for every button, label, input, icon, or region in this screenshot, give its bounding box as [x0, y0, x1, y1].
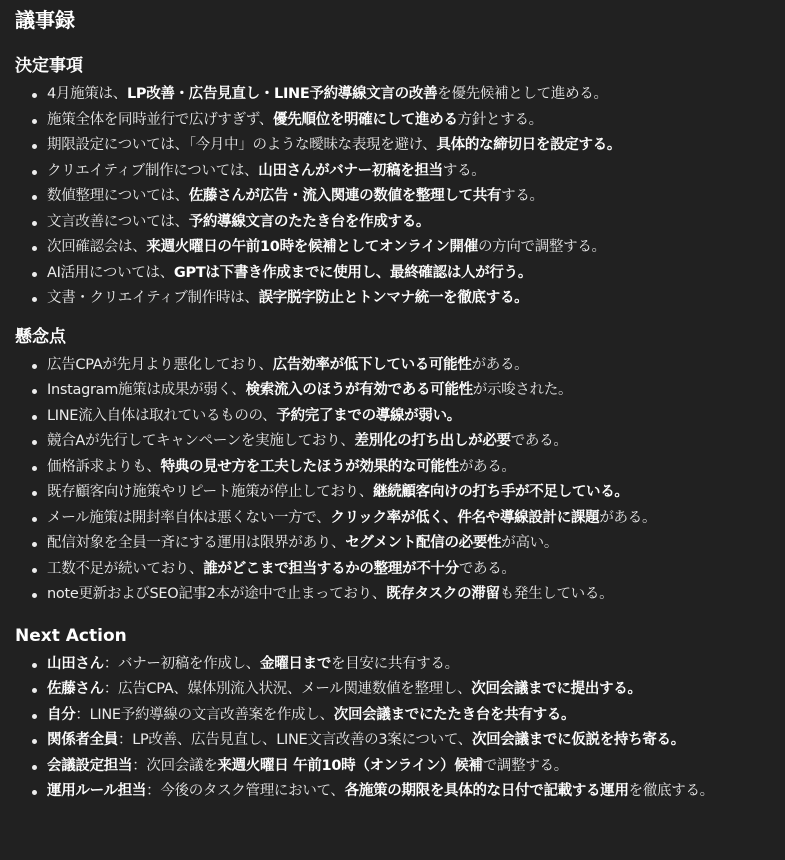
list-item — [47, 353, 771, 379]
text: 価格訴求よりも、 — [47, 458, 161, 475]
emphasized-text: 自分 — [47, 706, 76, 723]
text: 広告CPAが先月より悪化しており、 — [47, 356, 273, 373]
emphasized-text: 山田さん — [47, 655, 104, 672]
text: を徹底する。 — [628, 783, 714, 799]
text: も発生している。 — [499, 586, 614, 602]
text: する。 — [442, 162, 486, 179]
text: である。 — [458, 560, 516, 577]
text: 既存顧客向け施策やリピート施策が停止しており、 — [47, 484, 374, 500]
list-item — [47, 677, 771, 703]
next-actions-list — [15, 652, 771, 805]
text: Instagram施策は成果が弱く、 — [47, 382, 246, 398]
list-item — [47, 286, 771, 312]
text: である。 — [510, 433, 568, 449]
list-item — [47, 582, 771, 608]
list-item — [47, 261, 771, 287]
section-concerns — [15, 325, 771, 608]
text: note更新およびSEO記事2本が途中で止まっており、 — [47, 586, 387, 602]
list-item — [47, 506, 771, 532]
concerns-list — [15, 353, 771, 608]
section-decisions — [15, 54, 771, 312]
list-item — [47, 703, 771, 729]
list-item — [47, 779, 771, 805]
list-item — [47, 404, 771, 430]
list-item — [47, 429, 771, 455]
text: 方針とする。 — [457, 111, 543, 128]
decisions-list — [15, 82, 771, 312]
emphasized-text: GPTは下書き作成までに使用し、最終確認は人が行う。 — [173, 264, 533, 281]
text: 数値整理については、 — [47, 188, 189, 204]
emphasized-text: 具体的な締切日を設定する。 — [436, 137, 622, 153]
list-item — [47, 133, 771, 159]
text: で調整する。 — [482, 757, 568, 774]
text: AI活用については、 — [47, 264, 174, 281]
text: ：LINE予約導線の文言改善案を作成し、 — [75, 706, 334, 723]
list-item — [47, 378, 771, 404]
text: がある。 — [458, 458, 516, 475]
list-item — [47, 557, 771, 583]
emphasized-text: 既存タスクの滞留 — [386, 586, 500, 602]
list-item — [47, 455, 771, 481]
emphasized-text: 検索流入のほうが有効である可能性 — [245, 382, 473, 398]
emphasized-text: 金曜日まで — [260, 655, 332, 672]
emphasized-text: 特典の見せ方を工夫したほうが効果的な可能性 — [160, 458, 459, 475]
emphasized-text: 佐藤さんが広告・流入関連の数値を整理して共有 — [188, 188, 502, 204]
text: が示唆された。 — [472, 382, 573, 398]
list-item — [47, 82, 771, 108]
section-heading-concerns: 懸念点 — [15, 326, 66, 347]
section-next-actions — [15, 624, 771, 805]
text: を優先候補として進める。 — [437, 86, 608, 102]
emphasized-text: 誰がどこまで担当するかの整理が不十分 — [203, 560, 459, 577]
emphasized-text: LP改善・広告見直し・LINE予約導線文言の改善 — [126, 86, 438, 102]
emphasized-text: 来週火曜日 午前10時（オンライン）候補 — [217, 757, 483, 774]
text: する。 — [501, 188, 544, 204]
text: がある。 — [471, 356, 529, 373]
list-item — [47, 728, 771, 754]
text: がある。 — [599, 509, 657, 526]
emphasized-text: 予約完了までの導線が弱い。 — [276, 407, 461, 424]
list-item — [47, 531, 771, 557]
text: 競合Aが先行してキャンペーンを実施しており、 — [47, 433, 355, 449]
emphasized-text: 会議設定担当 — [47, 757, 133, 774]
emphasized-text: 誤字脱字防止とトンマナ統一を徹底する。 — [258, 290, 529, 306]
text: ：広告CPA、媒体別流入状況、メール関連数値を整理し、 — [103, 681, 472, 697]
list-item — [47, 480, 771, 506]
list-item — [47, 235, 771, 261]
emphasized-text: 予約導線文言のたたき台を作成する。 — [188, 213, 431, 230]
text: 文書・クリエイティブ制作時は、 — [47, 290, 259, 306]
emphasized-text: 差別化の打ち出しが必要 — [354, 433, 511, 449]
emphasized-text: 関係者全員 — [47, 732, 118, 748]
list-item — [47, 108, 771, 134]
text: の方向で調整する。 — [477, 239, 606, 255]
text: 期限設定については、「今月中」のような曖昧な表現を避け、 — [47, 137, 437, 153]
text: ：次回会議を — [132, 757, 218, 774]
emphasized-text: 山田さんがバナー初稿を担当 — [258, 162, 443, 179]
emphasized-text: 次回会議までにたたき台を共有する。 — [333, 706, 576, 723]
text: 施策全体を同時並行で広げすぎず、 — [47, 111, 274, 128]
emphasized-text: 次回会議までに提出する。 — [471, 681, 642, 697]
emphasized-text: 広告効率が低下している可能性 — [272, 356, 472, 373]
page-title: 議事録 — [15, 8, 75, 32]
emphasized-text: 継続顧客向けの打ち手が不足している。 — [373, 484, 629, 500]
emphasized-text: 佐藤さん — [47, 681, 104, 697]
text: クリエイティブ制作については、 — [47, 162, 259, 179]
list-item — [47, 652, 771, 678]
list-item — [47, 184, 771, 210]
text: ：今後のタスク管理において、 — [146, 783, 345, 799]
section-heading-decisions: 決定事項 — [15, 56, 83, 76]
emphasized-text: 運用ルール担当 — [47, 783, 147, 799]
emphasized-text: 来週火曜日の午前10時を候補としてオンライン開催 — [146, 239, 478, 255]
list-item — [47, 754, 771, 780]
emphasized-text: 各施策の期限を具体的な日付で記載する運用 — [344, 783, 629, 799]
text: メール施策は開封率自体は悪くない一方で、 — [47, 509, 331, 526]
text: 配信対象を全員一斉にする運用は限界があり、 — [47, 535, 346, 551]
text: LINE流入自体は取れているものの、 — [47, 407, 277, 424]
text: ：LP改善、広告見直し、LINE文言改善の3案について、 — [118, 732, 472, 748]
list-item — [47, 159, 771, 185]
emphasized-text: クリック率が低く、件名や導線設計に課題 — [330, 509, 600, 526]
emphasized-text: 次回会議までに仮説を持ち寄る。 — [471, 732, 685, 748]
text: 4月施策は、 — [47, 86, 127, 102]
text: を目安に共有する。 — [331, 655, 459, 672]
text: 次回確認会は、 — [47, 239, 147, 255]
section-heading-next-action: Next Action — [15, 625, 127, 646]
text: 工数不足が続いており、 — [47, 560, 204, 577]
list-item — [47, 210, 771, 236]
text: が高い。 — [501, 535, 559, 551]
text: 文言改善については、 — [47, 213, 189, 230]
emphasized-text: 優先順位を明確にして進める — [273, 111, 458, 128]
emphasized-text: セグメント配信の必要性 — [345, 535, 502, 551]
text: ：バナー初稿を作成し、 — [103, 655, 261, 672]
